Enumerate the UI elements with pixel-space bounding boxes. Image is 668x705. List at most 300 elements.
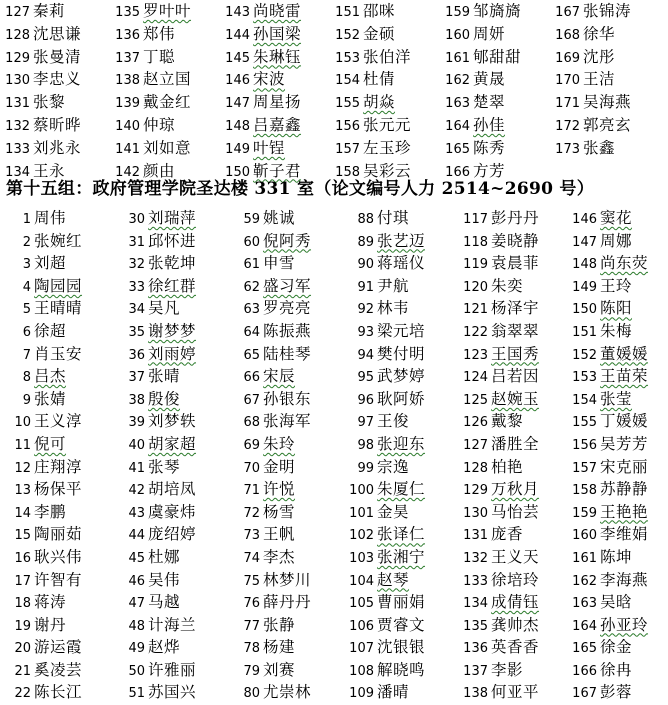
list-item <box>566 478 648 500</box>
list-item <box>566 659 632 681</box>
entry-number: 157 <box>572 460 597 476</box>
entry-number: 35 <box>128 324 145 340</box>
list-item <box>330 46 411 68</box>
list-item <box>0 0 65 22</box>
entry-number: 72 <box>243 505 260 521</box>
entry-number: 33 <box>128 279 145 295</box>
entry-number: 71 <box>243 483 260 499</box>
list-item <box>457 614 539 636</box>
list-item <box>110 0 191 22</box>
list-item <box>330 23 395 45</box>
entry-number: 48 <box>128 618 145 634</box>
list-item <box>566 320 632 342</box>
entry-number: 149 <box>572 279 597 295</box>
list-row <box>0 569 668 592</box>
entry-number: 16 <box>14 550 31 566</box>
list-row <box>0 343 668 366</box>
person-name: 周娜 <box>600 231 633 250</box>
list-item <box>566 501 648 523</box>
person-name: 张黎 <box>33 93 66 112</box>
list-item <box>0 410 82 432</box>
entry-number: 166 <box>445 164 470 180</box>
list-item <box>440 23 505 45</box>
list-item <box>229 636 295 658</box>
list-item <box>229 478 295 500</box>
person-name: 徐超 <box>34 321 67 340</box>
list-row <box>0 388 668 411</box>
person-name: 李影 <box>491 660 524 679</box>
entry-number: 163 <box>572 596 597 612</box>
entry-number: 156 <box>335 118 360 134</box>
person-name: 刘瑞萍 <box>148 209 197 227</box>
entry-number: 123 <box>463 347 488 363</box>
person-name: 吕嘉鑫 <box>253 115 302 134</box>
entry-number: 131 <box>5 96 30 112</box>
list-item <box>229 433 295 455</box>
bottom-name-list <box>0 207 668 704</box>
list-item <box>114 275 196 297</box>
entry-number: 127 <box>5 5 30 20</box>
person-name: 朱厦仁 <box>377 480 426 499</box>
person-name: 孙佳 <box>473 115 506 134</box>
list-item <box>114 207 196 229</box>
list-item <box>114 636 180 658</box>
list-item <box>457 207 539 229</box>
person-name: 郇甜甜 <box>473 47 522 66</box>
list-row <box>0 365 668 388</box>
person-name: 李海燕 <box>600 570 649 589</box>
person-name: 方芳 <box>473 161 506 180</box>
list-item <box>114 523 196 545</box>
entry-number: 12 <box>14 460 31 476</box>
person-name: 贾睿文 <box>377 615 426 634</box>
person-name: 吴凡 <box>148 299 181 318</box>
person-name: 苏国兴 <box>148 683 197 702</box>
list-item <box>343 681 409 703</box>
list-item <box>457 275 523 297</box>
list-row <box>0 478 668 501</box>
list-item <box>566 297 632 319</box>
entry-number: 1 <box>22 212 31 227</box>
list-item <box>0 297 82 319</box>
list-item <box>343 388 425 410</box>
entry-number: 127 <box>463 437 488 453</box>
entry-number: 151 <box>572 324 597 340</box>
entry-number: 95 <box>357 370 374 386</box>
person-name: 王玲 <box>600 276 633 295</box>
entry-number: 158 <box>572 483 597 499</box>
list-row <box>0 114 668 137</box>
person-name: 王帆 <box>263 525 296 544</box>
list-item <box>330 68 395 90</box>
list-item <box>114 501 196 523</box>
entry-number: 102 <box>349 528 374 544</box>
entry-number: 50 <box>128 663 145 679</box>
list-item <box>229 252 295 274</box>
person-name: 朱梅 <box>600 321 633 340</box>
list-row <box>0 252 668 275</box>
person-name: 万秋月 <box>491 480 540 499</box>
list-item <box>0 501 66 523</box>
person-name: 英香香 <box>491 638 540 657</box>
top-name-list <box>0 0 668 182</box>
list-item <box>343 569 409 591</box>
person-name: 王国秀 <box>491 344 540 363</box>
list-item <box>457 297 539 319</box>
entry-number: 97 <box>357 415 374 431</box>
entry-number: 131 <box>463 528 488 544</box>
person-name: 殷俊 <box>148 389 181 408</box>
entry-number: 145 <box>225 50 250 66</box>
person-name: 金硕 <box>363 24 396 43</box>
entry-number: 98 <box>357 437 374 453</box>
entry-number: 149 <box>225 141 250 157</box>
entry-number: 153 <box>335 50 360 66</box>
list-row <box>0 501 668 524</box>
entry-number: 141 <box>115 141 140 157</box>
list-item <box>229 591 311 613</box>
list-item <box>343 659 425 681</box>
person-name: 张伯洋 <box>363 47 412 66</box>
person-name: 吴伟 <box>148 570 181 589</box>
person-name: 薛丹丹 <box>263 593 312 612</box>
entry-number: 120 <box>463 279 488 295</box>
entry-number: 22 <box>14 686 31 702</box>
list-item <box>110 91 191 113</box>
person-name: 解晓鸣 <box>377 660 426 679</box>
list-item <box>566 410 648 432</box>
person-name: 宗逸 <box>377 457 410 476</box>
person-name: 陈振燕 <box>263 321 312 340</box>
list-item <box>343 252 425 274</box>
entry-number: 134 <box>463 596 488 612</box>
list-item <box>330 137 411 159</box>
entry-number: 73 <box>243 528 260 544</box>
list-item <box>0 46 81 68</box>
entry-number: 134 <box>5 164 30 180</box>
list-item <box>0 546 82 568</box>
list-item <box>343 343 425 365</box>
list-item <box>114 365 180 387</box>
person-name: 颜由 <box>143 161 176 180</box>
entry-number: 139 <box>115 96 140 112</box>
list-item <box>229 546 295 568</box>
person-name: 刘兆永 <box>33 138 82 157</box>
entry-number: 126 <box>463 415 488 431</box>
entry-number: 172 <box>555 118 580 134</box>
person-name: 陈长江 <box>34 683 83 702</box>
entry-number: 171 <box>555 96 580 112</box>
list-item <box>0 275 82 297</box>
list-item <box>229 297 311 319</box>
entry-number: 157 <box>335 141 360 157</box>
entry-number: 135 <box>463 618 488 634</box>
entry-number: 163 <box>445 96 470 112</box>
list-item <box>457 456 523 478</box>
entry-number: 164 <box>445 118 470 134</box>
person-name: 庄翔淳 <box>34 457 83 476</box>
entry-number: 109 <box>349 686 374 702</box>
entry-number: 20 <box>14 641 31 657</box>
person-name: 倪阿秀 <box>263 231 312 250</box>
entry-number: 76 <box>243 596 260 612</box>
entry-number: 165 <box>445 141 470 157</box>
entry-number: 108 <box>349 663 374 679</box>
entry-number: 21 <box>14 663 31 679</box>
list-item <box>457 591 539 613</box>
list-row <box>0 137 668 160</box>
list-item <box>343 207 409 229</box>
entry-number: 136 <box>115 27 140 43</box>
entry-number: 77 <box>243 618 260 634</box>
list-item <box>0 91 65 113</box>
list-item <box>330 0 395 22</box>
list-row <box>0 297 668 320</box>
list-item <box>114 252 196 274</box>
person-name: 蒋涛 <box>34 593 67 612</box>
entry-number: 136 <box>463 641 488 657</box>
entry-number: 70 <box>243 460 260 476</box>
entry-number: 3 <box>22 257 31 273</box>
person-name: 孙银东 <box>263 389 312 408</box>
list-row <box>0 23 668 46</box>
list-item <box>229 230 311 252</box>
entry-number: 173 <box>555 141 580 157</box>
list-item <box>343 636 425 658</box>
person-name: 王苗荣 <box>600 367 649 386</box>
entry-number: 9 <box>22 392 31 408</box>
entry-number: 42 <box>128 483 145 499</box>
list-item <box>457 659 523 681</box>
entry-number: 8 <box>22 370 31 386</box>
person-name: 罗亮亮 <box>263 299 312 318</box>
list-item <box>0 523 82 545</box>
list-item <box>0 230 82 252</box>
list-item <box>550 0 631 22</box>
entry-number: 169 <box>555 50 580 66</box>
person-name: 彭蓉 <box>600 683 633 702</box>
person-name: 倪可 <box>34 434 67 453</box>
person-name: 王俊 <box>377 412 410 431</box>
list-row <box>0 207 668 230</box>
list-item <box>0 320 66 342</box>
person-name: 丁媛媛 <box>600 412 649 431</box>
list-item <box>550 91 631 113</box>
entry-number: 132 <box>5 118 30 134</box>
entry-number: 129 <box>463 483 488 499</box>
entry-number: 138 <box>463 686 488 702</box>
entry-number: 51 <box>128 686 145 702</box>
person-name: 何亚平 <box>491 683 540 702</box>
entry-number: 5 <box>22 302 31 318</box>
person-name: 蒋瑶仪 <box>377 254 426 273</box>
person-name: 张锦涛 <box>583 2 632 20</box>
person-name: 赵立国 <box>143 70 192 89</box>
person-name: 杨建 <box>263 638 296 657</box>
person-name: 吕若因 <box>491 367 540 386</box>
person-name: 宋波 <box>253 70 286 89</box>
person-name: 朱玲 <box>263 434 296 453</box>
person-name: 陆桂琴 <box>263 344 312 363</box>
entry-number: 135 <box>115 5 140 20</box>
list-item <box>229 410 311 432</box>
list-item <box>0 137 81 159</box>
list-item <box>550 46 615 68</box>
list-item <box>343 230 425 252</box>
person-name: 胡焱 <box>363 93 396 112</box>
entry-number: 61 <box>243 257 260 273</box>
entry-number: 150 <box>572 302 597 318</box>
entry-number: 147 <box>572 234 597 250</box>
list-item <box>550 137 615 159</box>
person-name: 彭丹丹 <box>491 209 540 227</box>
person-name: 张曼清 <box>33 47 82 66</box>
person-name: 张海军 <box>263 412 312 431</box>
person-name: 黄晟 <box>473 70 506 89</box>
list-item <box>0 591 66 613</box>
entry-number: 152 <box>572 347 597 363</box>
list-item <box>0 343 82 365</box>
entry-number: 59 <box>243 212 260 227</box>
list-item <box>114 456 180 478</box>
person-name: 马越 <box>148 593 181 612</box>
list-item <box>229 614 295 636</box>
person-name: 杨雪 <box>263 502 296 521</box>
entry-number: 44 <box>128 528 145 544</box>
list-item <box>566 275 632 297</box>
entry-number: 128 <box>5 27 30 43</box>
list-item <box>0 478 82 500</box>
list-item <box>457 365 539 387</box>
person-name: 耿兴伟 <box>34 547 83 566</box>
entry-number: 89 <box>357 234 374 250</box>
entry-number: 142 <box>115 164 140 180</box>
entry-number: 96 <box>357 392 374 408</box>
list-row <box>0 456 668 479</box>
list-item <box>566 569 648 591</box>
entry-number: 68 <box>243 415 260 431</box>
entry-number: 47 <box>128 596 145 612</box>
list-item <box>330 91 395 113</box>
person-name: 许智有 <box>34 570 83 589</box>
entry-number: 62 <box>243 279 260 295</box>
entry-number: 159 <box>572 505 597 521</box>
entry-number: 78 <box>243 641 260 657</box>
list-item <box>220 0 301 22</box>
entry-number: 90 <box>357 257 374 273</box>
section-heading: 第十五组：政府管理学院圣达楼 331 室（论文编号人力 2514~2690 号） <box>6 179 595 199</box>
list-item <box>457 433 539 455</box>
list-item <box>110 114 175 136</box>
person-name: 王义淳 <box>34 412 83 431</box>
entry-number: 65 <box>243 347 260 363</box>
person-name: 龚帅杰 <box>491 615 540 634</box>
entry-number: 100 <box>349 483 374 499</box>
entry-number: 37 <box>128 370 145 386</box>
person-name: 潘晴 <box>377 683 410 702</box>
entry-number: 117 <box>463 212 488 227</box>
list-item <box>330 114 411 136</box>
list-item <box>566 636 632 658</box>
person-name: 张艺迈 <box>377 231 426 250</box>
entry-number: 94 <box>357 347 374 363</box>
person-name: 姜晓静 <box>491 231 540 250</box>
list-item <box>343 365 425 387</box>
list-row <box>0 523 668 546</box>
person-name: 沈银银 <box>377 638 426 657</box>
person-name: 张湘宁 <box>377 547 426 566</box>
list-item <box>229 501 295 523</box>
entry-number: 167 <box>555 5 580 20</box>
person-name: 尚晓雷 <box>253 2 302 20</box>
person-name: 孙国梁 <box>253 24 302 43</box>
entry-number: 133 <box>463 573 488 589</box>
list-item <box>457 501 539 523</box>
person-name: 金昊 <box>377 502 410 521</box>
list-item <box>229 320 311 342</box>
list-row <box>0 68 668 91</box>
list-item <box>0 681 82 703</box>
list-item <box>0 659 82 681</box>
list-item <box>0 636 82 658</box>
list-item <box>114 410 196 432</box>
entry-number: 158 <box>335 164 360 180</box>
person-name: 邵咪 <box>363 2 396 20</box>
list-item <box>566 343 648 365</box>
list-item <box>114 297 180 319</box>
entry-number: 118 <box>463 234 488 250</box>
entry-number: 66 <box>243 370 260 386</box>
person-name: 杨泽宇 <box>491 299 540 318</box>
person-name: 林韦 <box>377 299 410 318</box>
entry-number: 74 <box>243 550 260 566</box>
person-name: 李忠义 <box>33 70 82 89</box>
person-name: 曹丽娟 <box>377 593 426 612</box>
person-name: 杜倩 <box>363 70 396 89</box>
entry-number: 15 <box>14 528 31 544</box>
list-item <box>114 546 180 568</box>
list-item <box>0 207 66 229</box>
person-name: 叶锃 <box>253 138 286 157</box>
person-name: 梁元培 <box>377 321 426 340</box>
person-name: 申雪 <box>263 254 296 273</box>
list-item <box>110 68 191 90</box>
entry-number: 119 <box>463 257 488 273</box>
list-item <box>343 523 425 545</box>
entry-number: 154 <box>335 73 360 89</box>
list-item <box>440 114 505 136</box>
person-name: 刘雨婷 <box>148 344 197 363</box>
list-item <box>343 320 425 342</box>
person-name: 袁晨菲 <box>491 254 540 273</box>
person-name: 郭亮玄 <box>583 115 632 134</box>
entry-number: 88 <box>357 212 374 227</box>
entry-number: 137 <box>115 50 140 66</box>
list-item <box>566 456 648 478</box>
list-item <box>343 410 409 432</box>
list-row <box>0 91 668 114</box>
list-item <box>0 252 66 274</box>
list-item <box>457 320 539 342</box>
person-name: 沈思谦 <box>33 24 82 43</box>
list-item <box>457 636 539 658</box>
entry-number: 79 <box>243 663 260 679</box>
list-item <box>457 230 539 252</box>
list-item <box>566 207 632 229</box>
list-item <box>457 410 523 432</box>
list-item <box>220 46 301 68</box>
entry-number: 133 <box>5 141 30 157</box>
